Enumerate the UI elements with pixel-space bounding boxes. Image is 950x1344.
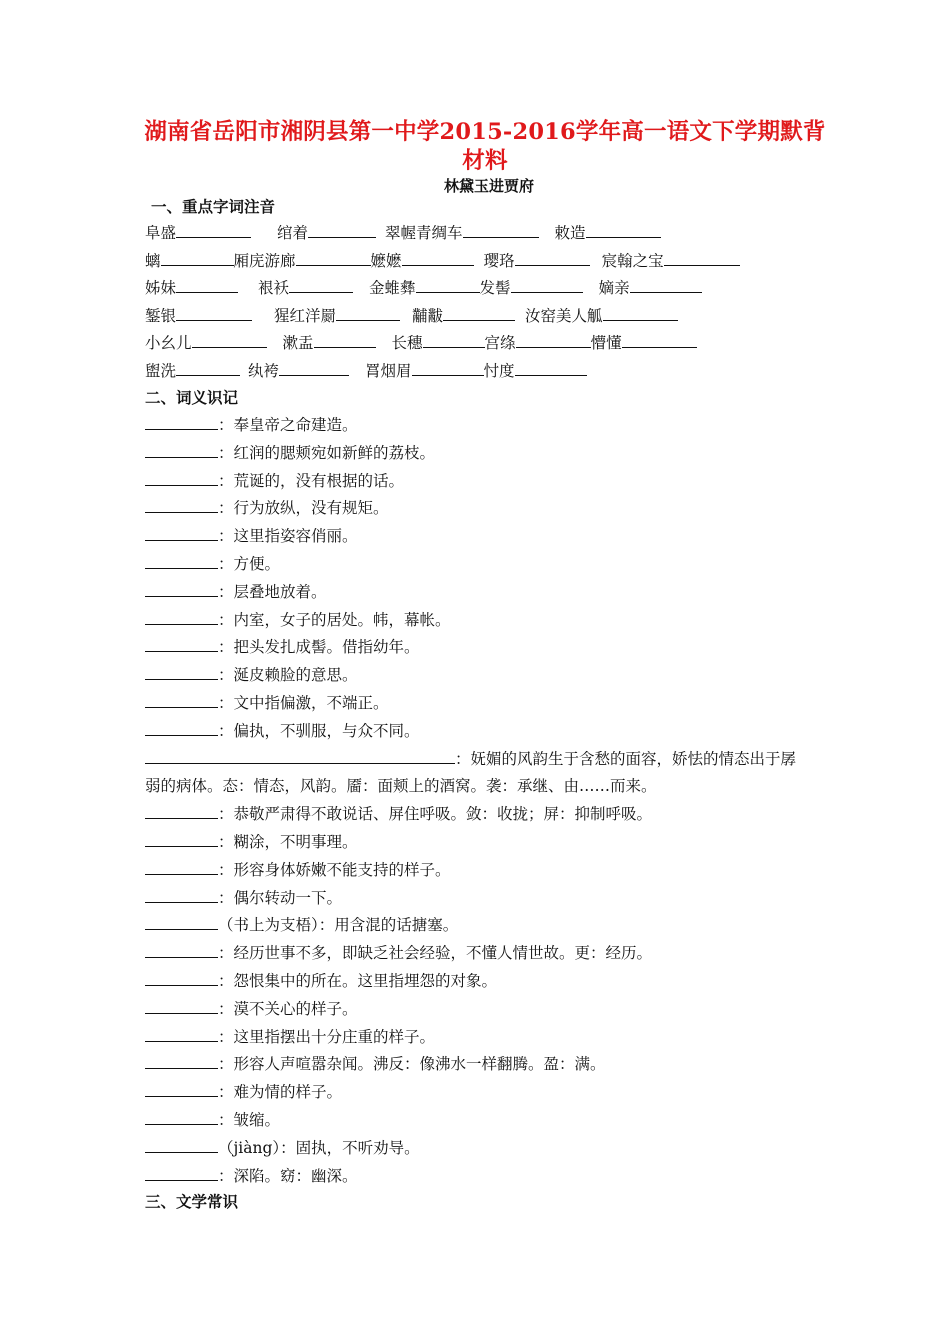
term: 忖度 (483, 361, 515, 380)
definition-text: ：皱缩。 (218, 1110, 281, 1129)
definition-text: ：方便。 (218, 554, 281, 573)
definition-item (145, 468, 825, 496)
definition-item (145, 996, 825, 1024)
answer-blank[interactable] (145, 469, 218, 486)
definition-text: ：奉皇帝之命建造。 (218, 416, 358, 434)
section-heading-pinyin: 一、重点字词注音 (151, 197, 276, 216)
answer-blank[interactable] (308, 221, 376, 238)
definition-text: ：妩媚的风韵生于含愁的面容，娇怯的情态出于孱弱的病体。态：情态，风韵。靥：面颊上的酒窝。袭：承继、由……而来。 (145, 749, 797, 796)
answer-blank[interactable] (336, 304, 400, 321)
definition-text: ：层叠地放着。 (218, 582, 327, 601)
answer-blank[interactable] (416, 276, 480, 293)
term: 宸翰之宝 (601, 251, 664, 270)
answer-blank[interactable] (145, 1080, 218, 1097)
answer-blank[interactable] (145, 441, 218, 458)
definition-text: ：深陷。窈：幽深。 (218, 1166, 358, 1185)
term: 发髻 (479, 279, 511, 297)
answer-blank[interactable] (296, 249, 371, 266)
definition-text: ：文中指偏激，不端正。 (218, 693, 389, 712)
pinyin-row (145, 220, 825, 248)
definition-item (145, 801, 825, 829)
answer-blank[interactable] (145, 941, 218, 958)
definition-item (145, 1079, 825, 1107)
definition-text: ：红润的腮颊宛如新鲜的荔枝。 (218, 443, 436, 462)
answer-blank[interactable] (630, 276, 702, 293)
term: 嫡亲 (598, 279, 630, 297)
definition-text: ：内室，女子的居处。帏，幕帐。 (218, 610, 451, 629)
answer-blank[interactable] (145, 691, 218, 708)
definition-text: ：糊涂，不明事理。 (218, 832, 358, 851)
answer-blank[interactable] (145, 802, 218, 819)
term: 长穗 (391, 334, 423, 352)
answer-blank[interactable] (289, 276, 353, 293)
answer-blank[interactable] (515, 359, 587, 376)
definition-item (145, 662, 825, 690)
answer-blank[interactable] (145, 747, 455, 764)
answer-blank[interactable] (145, 886, 218, 903)
term: 盥洗 (145, 361, 177, 380)
definition-item (145, 607, 825, 635)
answer-blank[interactable] (145, 1164, 218, 1181)
document-subtitle: 林黛玉进贾府 (443, 177, 534, 195)
definition-item (145, 1135, 825, 1163)
term: 翠幄青绸车 (385, 224, 463, 242)
definition-item (145, 690, 825, 718)
definition-text: ：把头发扎成髻。借指幼年。 (218, 638, 420, 657)
answer-blank[interactable] (145, 635, 218, 652)
document-title: 湖南省岳阳市湘阴县第一中学2015-2016学年高一语文下学期默背材料 (144, 119, 826, 174)
term: 罥烟眉 (365, 361, 412, 380)
term: 猩红洋罽 (274, 306, 337, 325)
definition-text: （jiàng）：固执，不听劝导。 (218, 1138, 420, 1157)
definition-text: ：恭敬严肃得不敢说话、屏住呼吸。敛：收拢；屏：抑制呼吸。 (218, 805, 653, 824)
answer-blank[interactable] (145, 858, 218, 875)
answer-blank[interactable] (279, 359, 349, 376)
definition-item (145, 1107, 825, 1135)
definition-item (145, 579, 825, 607)
definition-text: ：荒诞的，没有根据的话。 (218, 471, 405, 490)
definition-item (145, 718, 825, 746)
answer-blank[interactable] (145, 1025, 218, 1042)
answer-blank[interactable] (145, 1108, 218, 1125)
answer-blank[interactable] (603, 304, 678, 321)
definition-item-long (145, 746, 810, 802)
term: 绾着 (277, 224, 309, 242)
definition-text: ：经历世事不多，即缺乏社会经验，不懂人情世故。更：经历。 (218, 944, 653, 963)
definition-text: （书上为支梧）：用含混的话搪塞。 (218, 916, 459, 935)
definition-item (145, 1051, 825, 1079)
definition-item (145, 551, 825, 579)
term: 厢庑游廊 (233, 251, 296, 270)
answer-blank[interactable] (664, 249, 740, 266)
answer-blank[interactable] (145, 608, 218, 625)
answer-blank[interactable] (176, 221, 251, 238)
answer-blank[interactable] (145, 496, 218, 513)
answer-blank[interactable] (463, 221, 539, 238)
definition-item (145, 523, 825, 551)
term: 纨袴 (248, 361, 280, 380)
answer-blank[interactable] (622, 331, 697, 348)
term: 汝窑美人觚 (525, 306, 603, 325)
definition-text: ：形容身体娇嫩不能支持的样子。 (218, 860, 451, 879)
definition-item (145, 495, 825, 523)
term: 裉袄 (258, 279, 290, 297)
definition-item (145, 634, 825, 662)
definition-text: ：涎皮赖脸的意思。 (218, 666, 358, 685)
term: 姊妹 (145, 279, 177, 297)
term: 漱盂 (282, 334, 314, 352)
answer-blank[interactable] (511, 276, 583, 293)
answer-blank[interactable] (423, 331, 485, 348)
answer-blank[interactable] (176, 359, 240, 376)
answer-blank[interactable] (443, 304, 515, 321)
definition-item (145, 857, 825, 885)
term: 小幺儿 (145, 334, 192, 352)
definition-item (145, 412, 825, 440)
term: 阜盛 (145, 224, 177, 242)
answer-blank[interactable] (192, 331, 267, 348)
definition-item (145, 1024, 825, 1052)
pinyin-exercise (145, 220, 825, 385)
term: 敕造 (554, 224, 586, 242)
answer-blank[interactable] (145, 830, 218, 847)
vocabulary-exercise (145, 412, 825, 1190)
answer-blank[interactable] (161, 249, 234, 266)
answer-blank[interactable] (145, 580, 218, 597)
answer-blank[interactable] (516, 331, 591, 348)
pinyin-row (145, 248, 825, 276)
definition-text: ：这里指摆出十分庄重的样子。 (218, 1027, 436, 1046)
definition-text: ：形容人声喧嚣杂闻。沸反：像沸水一样翻腾。盈：满。 (218, 1055, 606, 1074)
answer-blank[interactable] (515, 249, 590, 266)
term: 宫绦 (484, 334, 516, 352)
definition-text: ：漠不关心的样子。 (218, 999, 358, 1018)
term: 懵懂 (590, 334, 622, 352)
definition-item (145, 829, 825, 857)
definition-item (145, 940, 825, 968)
definition-item (145, 440, 825, 468)
answer-blank[interactable] (145, 413, 218, 430)
definition-text: ：偏执，不驯服，与众不同。 (218, 721, 420, 740)
definition-item (145, 1163, 825, 1191)
answer-blank[interactable] (145, 913, 218, 930)
answer-blank[interactable] (314, 331, 376, 348)
term: 錾银 (145, 306, 177, 325)
term: 黼黻 (412, 306, 444, 325)
section-heading-literature: 三、文学常识 (145, 1192, 239, 1212)
term: 璎珞 (483, 251, 515, 270)
definition-text: ：怨恨集中的所在。这里指埋怨的对象。 (218, 971, 498, 990)
term: 嬷嬷 (370, 251, 402, 270)
term: 金蜼彝 (369, 279, 416, 297)
answer-blank[interactable] (145, 1136, 218, 1153)
answer-blank[interactable] (145, 1052, 218, 1069)
definition-text: ：这里指姿容俏丽。 (218, 527, 358, 546)
section-heading-vocabulary: 二、词义识记 (145, 388, 239, 407)
answer-blank[interactable] (145, 969, 218, 986)
pinyin-row (145, 358, 825, 386)
answer-blank[interactable] (145, 997, 218, 1014)
answer-blank[interactable] (176, 276, 238, 293)
answer-blank[interactable] (402, 249, 474, 266)
answer-blank[interactable] (145, 524, 218, 541)
answer-blank[interactable] (145, 552, 218, 569)
term: 螭 (145, 251, 161, 270)
answer-blank[interactable] (586, 221, 661, 238)
document-page (145, 118, 825, 1213)
pinyin-row (145, 303, 825, 331)
pinyin-row (145, 275, 825, 303)
definition-text: ：行为放纵，没有规矩。 (218, 499, 389, 518)
answer-blank[interactable] (145, 663, 218, 680)
answer-blank[interactable] (145, 719, 218, 736)
definition-item (145, 968, 825, 996)
definition-text: ：偶尔转动一下。 (218, 888, 343, 907)
pinyin-row (145, 330, 825, 358)
definition-item (145, 912, 825, 940)
answer-blank[interactable] (176, 304, 252, 321)
answer-blank[interactable] (412, 359, 484, 376)
definition-text: ：难为情的样子。 (218, 1083, 343, 1102)
definition-item (145, 885, 825, 913)
